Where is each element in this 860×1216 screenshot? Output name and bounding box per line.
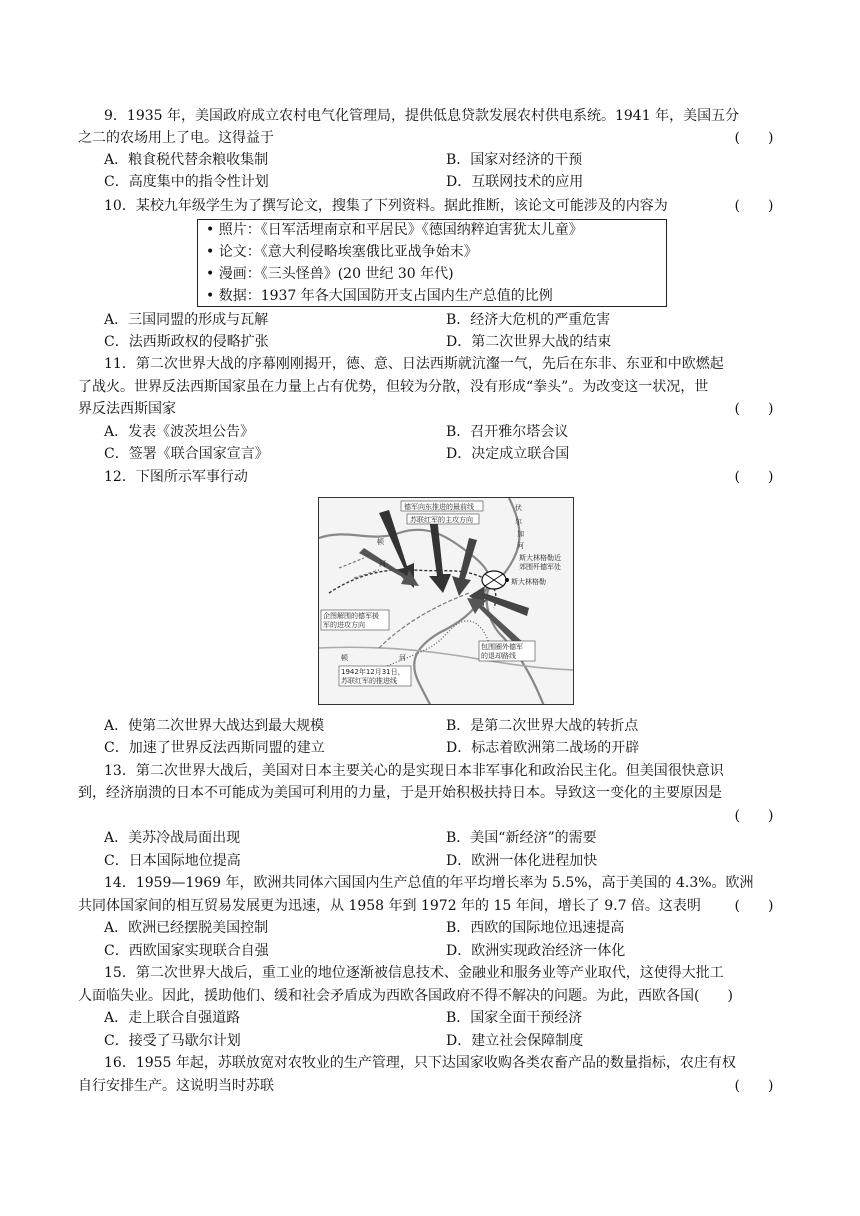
q9-option-a[interactable]: A．粮食税代替余粮收集制 [104, 152, 269, 168]
map-river-char-8: 河 [399, 654, 406, 662]
q10-material-photo: • 照片：《日军活埋南京和平居民》《德国纳粹迫害犹太儿童》 [206, 222, 583, 238]
q14-option-c[interactable]: C．西欧国家实现联合自强 [104, 943, 269, 959]
q11-option-c[interactable]: C．签署《联合国家宣言》 [104, 446, 269, 462]
map-river-char-5: 加 [517, 530, 524, 538]
q15-option-a[interactable]: A．走上联合自强道路 [104, 1010, 241, 1026]
q9-option-b[interactable]: B．国家对经济的干预 [446, 152, 583, 168]
q14-stem-line2: 共同体国家间的相互贸易发展更为迅速，从 1958 年到 1972 年的 15 年间，增长了 9.7 倍。这表明 [78, 898, 701, 914]
q12-option-c[interactable]: C．加速了世界反法西斯同盟的建立 [104, 740, 325, 756]
q12-option-a[interactable]: A．使第二次世界大战达到最大规模 [104, 718, 325, 734]
q11-stem-line3: 界反法西斯国家 [78, 401, 176, 417]
q11-stem-line1: 11．第二次世界大战的序幕刚刚揭开，德、意、日法西斯就沆瀣一气，先后在东非、东亚和中欧燃起 [104, 356, 724, 372]
q10-materials-box [197, 219, 667, 307]
q9-stem-line1: 9．1935 年，美国政府成立农村电气化管理局，提供低息贷款发展农村供电系统。1941 年，美国五分 [104, 108, 740, 124]
q9-answer-paren[interactable]: ( ) [734, 130, 774, 146]
q9-option-c[interactable]: C．高度集中的指令性计划 [104, 174, 269, 190]
q10-material-cartoon: • 漫画：《三头怪兽》(20 世纪 30 年代) [206, 266, 454, 282]
q16-stem-line2: 自行安排生产。这说明当时苏联 [78, 1078, 274, 1094]
stalingrad-city-dot [505, 578, 509, 582]
q11-option-d[interactable]: D．决定成立联合国 [446, 446, 570, 462]
map-river-char-4: 尔 [515, 518, 522, 526]
q10-stem-line1: 10．某校九年级学生为了撰写论文，搜集了下列资料。据此推断，该论文可能涉及的内容为 [104, 198, 668, 214]
q10-option-d[interactable]: D．第二次世界大战的结束 [446, 334, 612, 350]
q10-material-paper: • 论文：《意大利侵略埃塞俄比亚战争始末》 [206, 244, 478, 260]
german-retreat-arrow-1 [339, 558, 364, 568]
q10-option-a[interactable]: A．三国同盟的形成与瓦解 [104, 312, 269, 328]
q10-answer-paren[interactable]: ( ) [734, 198, 774, 214]
q15-option-b[interactable]: B．国家全面干预经济 [446, 1010, 583, 1026]
q16-answer-paren[interactable]: ( ) [734, 1078, 774, 1094]
map-label-stalingrad: 斯大林格勒 [511, 578, 546, 586]
q14-stem-line1: 14．1959—1969 年，欧洲共同体六国国内生产总值的年平均增长率为 5.5%，高于美国的 4.3%。欧洲 [104, 875, 754, 891]
map-river-char-1: 顿 [377, 538, 384, 546]
map-label-retreat-2: 的退却路线 [481, 652, 516, 660]
q13-stem-line1: 13．第二次世界大战后，美国对日本主要关心的是实现日本非军事化和政治民主化。但美国很快意识 [104, 763, 724, 779]
q12-stem-line1: 12．下图所示军事行动 [104, 469, 248, 485]
map-label-advance-1: 1942年12月31日， [341, 668, 405, 676]
q12-option-b[interactable]: B．是第二次世界大战的转折点 [446, 718, 639, 734]
map-river-char-3: 伏 [515, 504, 522, 512]
q11-option-b[interactable]: B．召开雅尔塔会议 [446, 424, 569, 440]
q10-option-c[interactable]: C．法西斯政权的侵略扩张 [104, 334, 269, 350]
q11-option-a[interactable]: A．发表《波茨坦公告》 [104, 424, 255, 440]
q16-stem-line1: 16．1955 年起，苏联放宽对农牧业的生产管理，只下达国家收购各类农畜产品的数量指标，农庄有权 [104, 1055, 736, 1071]
q14-answer-paren[interactable]: ( ) [734, 898, 774, 914]
q9-option-d[interactable]: D．互联网技术的应用 [446, 174, 584, 190]
map-label-encircle-2: 郊围歼德军处 [519, 563, 561, 571]
q13-option-c[interactable]: C．日本国际地位提高 [104, 853, 241, 869]
map-label-german-front: 德军向东推进的最前线 [404, 503, 474, 511]
q13-option-b[interactable]: B．美国“新经济”的需要 [446, 830, 597, 846]
map-label-relief-1: 企图解围的德军援 [323, 612, 379, 620]
q12-answer-paren[interactable]: ( ) [734, 469, 774, 485]
map-svg [319, 498, 574, 705]
q10-option-b[interactable]: B．经济大危机的严重危害 [446, 312, 611, 328]
german-retreat-arrow-2 [354, 570, 379, 578]
q14-option-a[interactable]: A．欧洲已经摆脱美国控制 [104, 920, 269, 936]
map-label-relief-2: 军的进攻方向 [323, 621, 365, 629]
q15-option-c[interactable]: C．接受了马歇尔计划 [104, 1033, 241, 1049]
map-river-char-2: 河 [379, 560, 386, 568]
german-relief-arrow [379, 593, 469, 648]
q14-option-b[interactable]: B．西欧的国际地位迅速提高 [446, 920, 625, 936]
map-label-encircle-1: 斯大林格勒近 [519, 554, 561, 562]
q15-stem-line1: 15．第二次世界大战后，重工业的地位逐渐被信息技术、金融业和服务业等产业取代，这使得大批工 [104, 965, 724, 981]
q12-option-d[interactable]: D．标志着欧洲第二战场的开辟 [446, 740, 640, 756]
stalingrad-battle-map [318, 497, 574, 705]
map-label-retreat-1: 包围圈外德军 [481, 643, 523, 651]
map-label-soviet-main-attack: 苏联红军的主攻方向 [410, 516, 473, 524]
q9-stem-line2: 之二的农场用上了电。这得益于 [78, 130, 274, 146]
q10-material-data: • 数据：1937 年各大国国防开支占国内生产总值的比例 [206, 288, 553, 304]
soviet-arrow-2 [429, 516, 451, 593]
q11-answer-paren[interactable]: ( ) [734, 401, 774, 417]
q13-option-a[interactable]: A．美苏冷战局面出现 [104, 830, 241, 846]
map-river-char-7: 顿 [341, 654, 348, 662]
q13-answer-paren[interactable]: ( ) [734, 808, 774, 824]
q14-option-d[interactable]: D．欧洲实现政治经济一体化 [446, 943, 626, 959]
q13-stem-line2: 到，经济崩溃的日本不可能成为美国可利用的力量，于是开始积极扶持日本。导致这一变化的主要原因是 [78, 785, 722, 801]
q13-option-d[interactable]: D．欧洲一体化进程加快 [446, 853, 598, 869]
q11-stem-line2: 了战火。世界反法西斯国家虽在力量上占有优势，但较为分散，没有形成“拳头”。为改变这一状况，世 [78, 379, 709, 395]
map-label-advance-2: 苏联红军的推进线 [341, 677, 397, 685]
q15-option-d[interactable]: D．建立社会保障制度 [446, 1033, 584, 1049]
q15-stem-line2: 人面临失业。因此，援助他们、缓和社会矛盾成为西欧各国政府不得不解决的问题。为此，西欧各国( ) [78, 988, 733, 1004]
map-river-char-6: 河 [517, 542, 524, 550]
soviet-arrow-3 [452, 538, 477, 596]
